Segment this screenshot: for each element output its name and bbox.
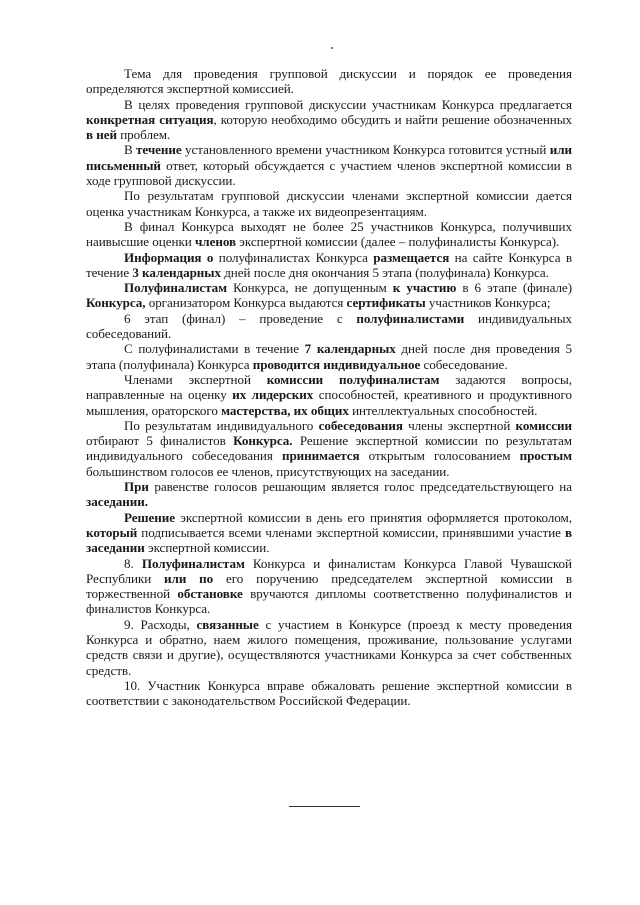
text-run: большинством голосов ее членов, присутствующих на заседании. — [86, 463, 450, 479]
document-body — [86, 66, 572, 708]
paragraph — [86, 66, 572, 97]
bold-run: комиссии — [515, 417, 572, 433]
paragraph — [86, 97, 572, 143]
bold-run: комиссии полуфиналистам — [266, 371, 440, 387]
bold-run: проводится индивидуальное — [252, 356, 421, 372]
text-run: 9. Расходы, — [124, 616, 197, 632]
paragraph — [86, 219, 572, 250]
text-run: экспертной комиссии в день его принятия оформляется протоколом, — [175, 509, 572, 525]
text-run: 6 этап (финал) – проведение с — [124, 310, 357, 326]
bold-run: мастерства, их общих — [221, 402, 349, 418]
bold-run: Полуфиналистам — [141, 555, 245, 571]
paragraph — [86, 341, 572, 372]
bold-run: принимается — [281, 448, 360, 464]
paragraph — [86, 372, 572, 418]
paragraph — [86, 510, 572, 556]
text-run: на сайте Конкурса в течение — [86, 249, 572, 280]
paragraph — [86, 142, 572, 188]
text-run: В финал Конкурса выходят не более 25 участников Конкурса, получивших наивысшие оценки — [86, 218, 572, 250]
paragraph — [86, 250, 572, 281]
paragraph — [86, 678, 572, 709]
bold-run: При — [124, 479, 149, 495]
text-run: открытым голосованием — [359, 448, 520, 464]
bold-run: в ней — [86, 127, 117, 143]
text-run: экспертной комиссии (далее – полуфиналисты Конкурса). — [236, 234, 560, 250]
text-run: индивидуальных собеседований. — [86, 310, 572, 342]
text-run: В — [124, 142, 136, 158]
text-run: в 6 этапе (финале) — [456, 280, 573, 296]
text-run: По результатам индивидуального — [124, 417, 319, 433]
bold-run: в заседании — [86, 524, 572, 556]
text-run: ответ, который обсуждается с участием членов экспертной комиссии в ходе групповой дискуссии. — [86, 157, 572, 189]
bold-run: 7 календарных — [304, 341, 396, 357]
bold-run: Информация о — [124, 249, 214, 265]
text-run: равенстве голосов решающим является голос председательствующего на — [148, 479, 572, 495]
text-run: Тема для проведения групповой дискуссии и порядок ее проведения определяются экспертной комиссией. — [86, 66, 572, 97]
text-run: полуфиналистах Конкурса — [213, 249, 374, 265]
paragraph — [86, 556, 572, 617]
text-run: отбирают 5 финалистов — [86, 433, 234, 449]
bold-run: их лидерских — [232, 387, 314, 403]
text-run: его поручению председателем экспертной комиссии в торжественной — [86, 570, 573, 602]
text-run: 10. Участник Конкурса вправе обжаловать решение экспертной комиссии в соответствии с законодательством Российской Федерации. — [86, 677, 572, 709]
text-run: собеседование. — [420, 356, 508, 372]
text-run: В целях проведения групповой дискуссии участникам Конкурса предлагается — [124, 96, 572, 112]
paragraph — [86, 188, 572, 219]
text-run: Решение экспертной комиссии по результатам индивидуального собеседования — [86, 433, 572, 464]
paragraph — [86, 311, 572, 342]
bold-run: конкретная ситуация — [86, 111, 214, 127]
paragraph — [86, 280, 572, 311]
bold-run: или письменный — [86, 142, 572, 173]
bold-run: заседании. — [86, 494, 148, 510]
text-run: Конкурса, не допущенным — [227, 280, 393, 296]
bold-run: обстановке — [177, 586, 243, 602]
bold-run: собеседования — [318, 417, 403, 433]
text-run: способностей, креативного и продуктивного мышления, ораторского — [86, 387, 572, 418]
paragraph — [86, 479, 572, 510]
text-run: с участием в Конкурсе (проезд к месту проведения Конкурса и обратно, наем жилого помещения, проживание, пользование услугами средств связи и другие), осуществляются участниками Конкурса за счет собственных средств. — [86, 616, 573, 678]
text-run: организатором Конкурса выдаются — [145, 295, 347, 311]
text-run: дней после дня проведения 5 этапа (полуфинала) Конкурса — [86, 341, 572, 372]
bold-run: сертификаты — [346, 295, 426, 311]
bold-run: Полуфиналистам — [124, 280, 227, 296]
bold-run: или по — [164, 570, 214, 586]
text-run: участников Конкурса; — [425, 295, 551, 311]
paragraph — [86, 617, 572, 678]
text-run: 8. — [124, 555, 142, 571]
text-run: экспертной комиссии. — [144, 540, 270, 556]
scan-dot — [331, 47, 333, 49]
bold-run: полуфиналистами — [356, 310, 465, 326]
text-run: Конкурса и финалистам Конкурса Главой Чувашской Республики — [86, 555, 572, 586]
bold-run: простым — [519, 448, 572, 464]
end-rule — [289, 806, 360, 807]
paragraph — [86, 418, 572, 479]
text-run: подписывается всеми членами экспертной комиссии, принявшими участие — [137, 524, 565, 540]
text-run: проблем. — [117, 127, 171, 143]
text-run: дней после дня окончания 5 этапа (полуфинала) Конкурса. — [220, 264, 549, 280]
bold-run: Конкурса. — [233, 433, 293, 449]
text-run: задаются вопросы, направленные на оценку — [86, 371, 572, 403]
bold-run: 3 календарных — [132, 264, 221, 280]
bold-run: связанные — [196, 616, 259, 632]
text-run: члены экспертной — [402, 417, 516, 433]
text-run: Членами экспертной — [124, 371, 267, 387]
bold-run: размещается — [373, 249, 450, 265]
text-run: , которую необходимо обсудить и найти решение обозначенных — [213, 111, 572, 127]
bold-run: течение — [136, 142, 182, 158]
text-run: По результатам групповой дискуссии членами экспертной комиссии дается оценка участникам Конкурса, а также их видеопрезентациям. — [86, 188, 572, 219]
bold-run: Решение — [124, 509, 176, 525]
bold-run: членов — [194, 234, 237, 250]
text-run: установленного времени участником Конкурса готовится устный — [181, 142, 550, 158]
text-run: С полуфиналистами в течение — [124, 341, 305, 357]
text-run: вручаются дипломы соответственно полуфиналистов и финалистов Конкурса. — [86, 586, 572, 617]
text-run: интеллектуальных способностей. — [348, 402, 538, 418]
bold-run: Конкурса, — [86, 295, 146, 311]
bold-run: к участию — [392, 280, 457, 296]
bold-run: который — [86, 524, 138, 540]
